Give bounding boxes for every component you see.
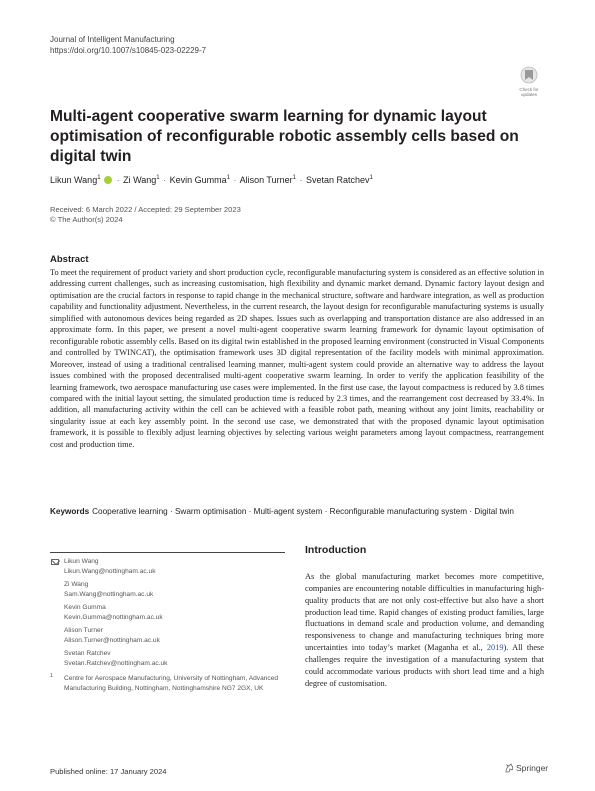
check-for-updates-badge[interactable] <box>514 66 544 98</box>
contact-entry <box>50 580 285 599</box>
envelope-icon <box>51 559 59 565</box>
contact-entry <box>50 626 285 645</box>
affiliation-mark: 1 <box>50 673 54 679</box>
contact-email[interactable]: Alison.Turner@nottingham.ac.uk <box>64 636 160 644</box>
orcid-icon[interactable] <box>104 176 112 184</box>
author-affiliation-mark: 1 <box>226 175 231 181</box>
contact-name: Alison Turner <box>64 627 103 634</box>
check-for-updates-label: Check for updates <box>519 87 539 97</box>
author-separator: · <box>299 175 303 185</box>
publisher-name: Springer <box>516 763 549 773</box>
contact-email[interactable]: Sam.Wang@nottingham.ac.uk <box>64 590 154 598</box>
journal-name: Journal of Intelligent Manufacturing <box>50 35 175 44</box>
contact-entry <box>50 603 285 622</box>
author-affiliation-mark: 1 <box>156 175 160 181</box>
author-separator: · <box>163 175 167 185</box>
article-history <box>50 205 241 225</box>
author-name[interactable]: Kevin Gumma <box>169 175 227 185</box>
citation-link[interactable]: 2019 <box>486 643 504 653</box>
author-affiliation-mark: 1 <box>97 175 101 181</box>
contact-name: Kevin Gumma <box>64 604 106 611</box>
author-name[interactable]: Alison Turner <box>239 175 293 185</box>
contact-email[interactable]: Svetan.Ratchev@nottingham.ac.uk <box>64 659 168 667</box>
affiliation-text: Centre for Aerospace Manufacturing, University of Nottingham, Advanced Manufacturing Building, Nottingham, Nottinghamshire NG7 2GX, UK <box>64 675 279 692</box>
keywords-text: Cooperative learning · Swarm optimisation · Multi-agent system · Reconfigurable manufacturing system · Digital twin <box>92 507 514 516</box>
author-name[interactable]: Svetan Ratchev <box>305 175 370 185</box>
copyright-notice: © The Author(s) 2024 <box>50 215 123 224</box>
contact-entry <box>50 649 285 668</box>
author-separator: · <box>116 175 120 185</box>
affiliation <box>50 674 285 693</box>
published-online-date: Published online: 17 January 2024 <box>50 767 167 776</box>
publisher-logo <box>505 763 548 773</box>
article-title: Multi-agent cooperative swarm learning for dynamic layout optimisation of reconfigurable robotic assembly cells based on digital twin <box>50 108 519 165</box>
author-affiliation-mark: 1 <box>369 175 373 181</box>
abstract-text: To meet the requirement of product variety and short production cycle, reconfigurable manufacturing system is considered as an effective solution in addressing current challenges, such as increasing customisation, high flexibility and dynamic market demand. Dynamic factory layout design and optimisation are the crucial factors in response to rapid change in the mechanical structure, software and hardware integration, as well as production capability and functionality adjustment. Nevertheless, in the current research, the layout design for reconfigurable manufacturing systems is usually simplified with autonomous devices being regarded as 2D shapes. Issues such as overlapping and transportation distance are also addressed in an approximate form. In this paper, we present a novel multi-agent cooperative swarm learning framework for dynamic layout optimisation of reconfigurable robotic assembly cells. Based on its digital twin established in the proposed learning environment (constructed in Visual Components and controlled by TWINCAT), the optimisation framework uses 3D digital representation of the facility models with minimal approximation. Moreover, instead of using a traditional centralised learning manner, multi-agent system could provide an alternative way to address the layout issues combined with the proposed decentralised multi-agent cooperative swarm learning. In order to verify the application feasibility of the learning framework, two aerospace manufacturing use cases were implemented. In the first use case, the layout compactness is reduced by 3.8 times compared with the initial layout setting, the simulated production time is reduced by 2.3 times, and the rearrangement cost decreased by 33.4%. In addition, all manufacturing activity within the cell can be achieved with a feasible robot path, meaning without any joint limits, reachability or singularity issue at each key assembly point. In the second use case, we demonstrated that with the proposed dynamic layout optimisation framework, it is possible to flexibly adjust learning objectives by selecting various weight parameters among layout compactness, rearrangement cost and production time. <box>50 268 544 449</box>
introduction-text-end: ). All these challenges require the investigation of a manufacturing system that could accommodate various products with short lead time and a high degree of customisation. <box>305 643 545 688</box>
contact-name: Likun Wang <box>64 558 99 565</box>
check-for-updates-icon <box>520 66 538 86</box>
springer-horse-icon <box>505 763 514 773</box>
contact-email[interactable]: Kevin.Gumma@nottingham.ac.uk <box>64 613 163 621</box>
contact-email[interactable]: Likun.Wang@nottingham.ac.uk <box>64 567 156 575</box>
received-accepted-dates: Received: 6 March 2022 / Accepted: 29 September 2023 <box>50 205 241 214</box>
contact-name: Svetan Ratchev <box>64 650 111 657</box>
keywords-label: Keywords <box>50 507 90 516</box>
introduction-text <box>305 571 544 689</box>
doi-link[interactable]: https://doi.org/10.1007/s10845-023-02229-7 <box>50 46 207 55</box>
contact-entry <box>50 557 285 576</box>
contact-name: Zi Wang <box>64 581 89 588</box>
introduction-text-start: As the global manufacturing market becomes more competitive, companies are encountering notable difficulties in manufacturing high-quality products that are not only cost-effective but also have a short production lead time. Rapid changes of existing product families, large fluctuations in demand scale and production volume, and demanding responsiveness to change and manufacturing techniques bring more uncertainties into today’s market (Maganha et al., <box>305 572 544 653</box>
author-name[interactable]: Zi Wang <box>123 175 157 185</box>
correspondence-footnote <box>50 552 285 693</box>
journal-header <box>50 34 206 56</box>
author-affiliation-mark: 1 <box>292 175 296 181</box>
keywords-section <box>50 506 544 518</box>
author-separator: · <box>233 175 237 185</box>
abstract-heading: Abstract <box>50 254 89 265</box>
author-name[interactable]: Likun Wang <box>50 175 98 185</box>
introduction-heading: Introduction <box>305 544 367 556</box>
author-list <box>50 175 373 185</box>
